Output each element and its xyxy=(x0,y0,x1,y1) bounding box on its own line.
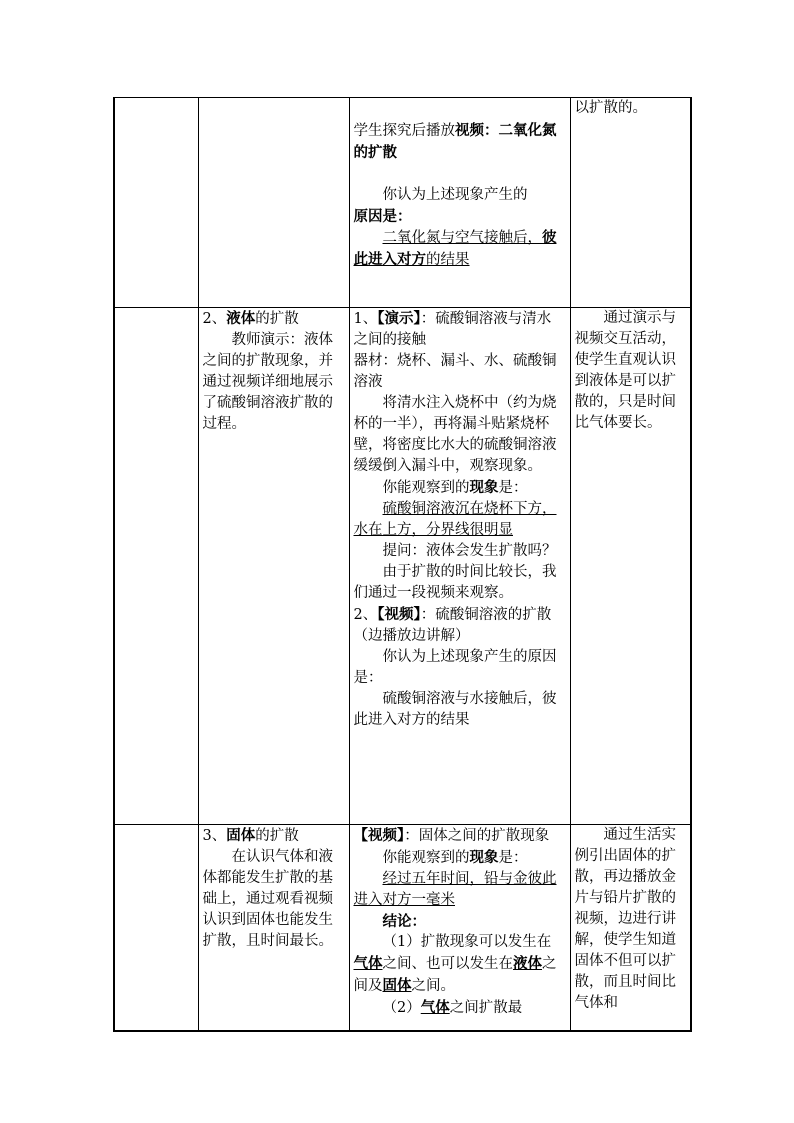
text: 的扩散 xyxy=(255,311,299,327)
text: ：硫酸铜溶液的扩散（边播放边讲解） xyxy=(353,607,552,644)
teacher-text: 教师演示：液体之间的扩散现象，并通过视频详细地展示了硫酸铜溶液扩散的过程。 xyxy=(202,332,333,432)
observe-line xyxy=(354,477,566,499)
text-bold: 气体 xyxy=(420,999,450,1016)
text: 的结果 xyxy=(426,252,470,268)
conclusion-2 xyxy=(354,997,566,1019)
table-row xyxy=(114,308,691,825)
cell-empty xyxy=(114,308,198,825)
text: 3、 xyxy=(202,828,227,844)
question-text: 你认为上述现象产生的原因是： xyxy=(353,649,557,686)
text-bold: 【视频】 xyxy=(353,827,405,844)
text: 的扩散 xyxy=(255,828,299,844)
text-bold: 视频：二氧化氮的扩散 xyxy=(353,122,557,161)
text: 是： xyxy=(498,480,528,496)
observe-answer: 硫酸铜溶液沉在烧杯下方，水在上方，分界线很明显 xyxy=(353,501,557,538)
intent-text: 通过生活实例引出固体的扩散，再边播放金片与铅片扩散的视频，边进行讲解，使学生知道固体不但可以扩散，而且时间比气体和 xyxy=(574,827,676,1011)
explanation-text: 由于扩散的时间比较长，我们通过一段视频来观察。 xyxy=(353,564,557,601)
text: 之间、也可以发生在 xyxy=(382,956,513,972)
text: （1）扩散现象可以发生在 xyxy=(382,934,552,950)
reason-label: 原因是： xyxy=(353,208,412,225)
table-row xyxy=(114,825,691,1032)
text-bold: 固体 xyxy=(226,827,256,844)
cell-empty xyxy=(114,98,198,308)
equipment-text: 器材：烧杯、漏斗、水、硫酸铜溶液 xyxy=(353,353,557,390)
text: ：固体之间的扩散现象 xyxy=(404,828,550,844)
question-text: 提问：液体会发生扩散吗？ xyxy=(382,543,557,559)
video-line xyxy=(354,604,566,647)
text: 你能观察到的 xyxy=(382,850,470,866)
cell-empty xyxy=(114,825,198,1032)
question-text: 你认为上述现象产生的 xyxy=(382,187,528,203)
text: 2、 xyxy=(202,311,227,327)
answer-text xyxy=(354,227,566,271)
observe-answer: 经过五年时间，铅与金彼此进入对方一毫米 xyxy=(353,871,557,908)
procedure-text: 将清水注入烧杯中（约为烧杯的一半），再将漏斗贴紧烧杯壁，将密度比水大的硫酸铜溶液缓缓倒入漏斗中，观察现象。 xyxy=(353,395,557,474)
cell-teacher xyxy=(198,308,349,825)
text: 二氧化氮与空气接触后， xyxy=(382,230,542,246)
intent-text: 以扩散的。 xyxy=(574,100,647,116)
text: 你能观察到的 xyxy=(382,480,470,496)
text: 之间及 xyxy=(353,956,557,994)
video-line xyxy=(354,825,566,847)
text-bold: 气体 xyxy=(353,955,383,972)
text-bold: 液体 xyxy=(226,310,256,327)
text: 学生探究后播放 xyxy=(353,123,455,139)
lesson-plan-table xyxy=(113,97,692,1032)
section-title xyxy=(203,308,345,330)
section-title xyxy=(203,825,345,847)
text-bold: 现象 xyxy=(469,479,499,496)
intent-text: 通过演示与视频交互活动，使学生直观认识到液体是可以扩散的，只是时间比气体要长。 xyxy=(574,310,676,431)
text-bold: 【视频】 xyxy=(377,606,421,623)
conclusion-label: 结论： xyxy=(382,913,426,930)
teacher-text: 在认识气体和液体都能发生扩散的基础上，通过观看视频认识到固体也能发生扩散，且时间最长。 xyxy=(202,849,333,949)
text: ：硫酸铜溶液与清水之间的接触 xyxy=(353,311,552,348)
cell-intent xyxy=(570,308,691,825)
text-bold: 固体 xyxy=(382,977,412,994)
cell-intent xyxy=(570,825,691,1032)
text-bold: 液体 xyxy=(513,955,542,972)
text-bold: 现象 xyxy=(469,849,499,866)
text: （2） xyxy=(382,1000,421,1016)
text: 2、 xyxy=(353,607,378,623)
text: 1、 xyxy=(353,311,378,327)
text: 之间扩散最 xyxy=(449,1000,523,1016)
cell-activity xyxy=(349,308,570,825)
cell-intent xyxy=(570,98,691,308)
cell-activity xyxy=(349,98,570,308)
demo-line xyxy=(354,308,566,351)
text-bold: 【演示】 xyxy=(377,310,421,327)
text-bold: 彼此进入对方 xyxy=(353,229,557,268)
conclusion-1 xyxy=(354,932,566,997)
cell-empty xyxy=(198,98,349,308)
answer-text: 硫酸铜溶液与水接触后，彼此进入对方的结果 xyxy=(353,691,557,728)
text: 之间。 xyxy=(411,978,455,994)
cell-teacher xyxy=(198,825,349,1032)
observe-line xyxy=(354,847,566,869)
text: 是： xyxy=(498,850,528,866)
table-row xyxy=(114,98,691,308)
video-line xyxy=(354,120,566,164)
cell-activity xyxy=(349,825,570,1032)
